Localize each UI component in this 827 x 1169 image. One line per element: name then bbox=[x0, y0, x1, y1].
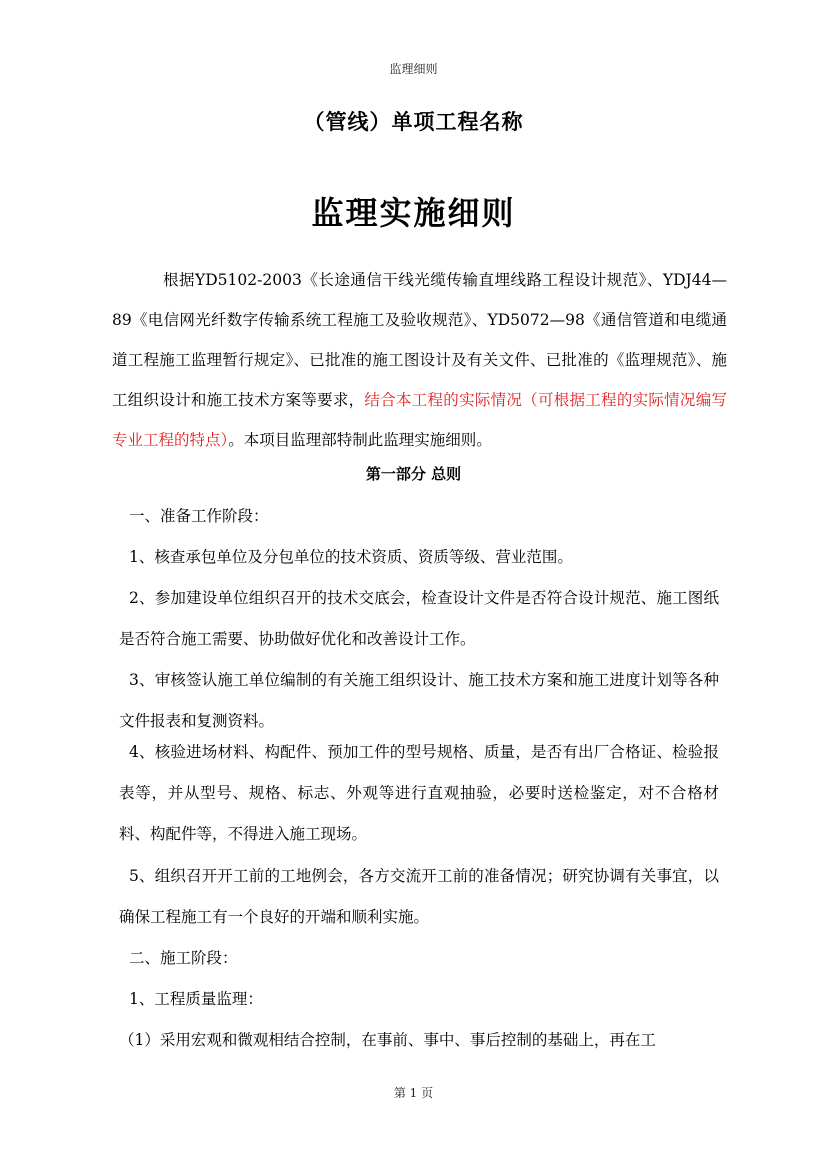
document-title: 监理实施细则 bbox=[311, 194, 516, 232]
list-item-text: 1、核查承包单位及分包单位的技术资质、资质等级、营业范围。 bbox=[129, 548, 573, 566]
list-item bbox=[119, 732, 719, 855]
list-item bbox=[119, 578, 719, 660]
list-item bbox=[119, 1020, 719, 1061]
project-name-subtitle: （管线）单项工程名称 bbox=[303, 109, 524, 134]
part2-sub-heading bbox=[119, 979, 719, 1020]
part1-heading-text: 一、准备工作阶段： bbox=[129, 507, 269, 525]
list-item bbox=[119, 856, 719, 938]
running-header: 监理细则 bbox=[389, 62, 438, 76]
part2-sub-heading-text: 1、工程质量监理： bbox=[129, 990, 263, 1008]
intro-highlight-text: 结合本工程的实际情况（可根据工程的实际情况编写专业工程的特点） bbox=[112, 391, 727, 449]
intro-text: 根据YD5102-2003《长途通信干线光缆传输直埋线路工程设计规范》、YDJ44—89《电信网光纤数字传输系统工程施工及验收规范》、YD5072—98《通信管道和电缆通道工程施工监理暂行规定》、已批准的施工图设计及有关文件、已批准的《监理规范》、施工组织设计和施工技术方案等要求， bbox=[112, 271, 727, 409]
list-item-text: 2、参加建设单位组织召开的技术交底会，检查设计文件是否符合设计规范、施工图纸是否符合施工需要、协助做好优化和改善设计工作。 bbox=[119, 589, 719, 648]
part2-heading-text: 二、施工阶段： bbox=[129, 949, 238, 967]
list-item-text: 4、核验进场材料、构配件、预加工件的型号规格、质量，是否有出厂合格证、检验报表等，并从型号、规格、标志、外观等进行直观抽验，必要时送检鉴定，对不合格材料、构配件等，不得进入施工现场。 bbox=[119, 743, 719, 843]
part1-heading bbox=[119, 496, 719, 537]
list-item bbox=[119, 537, 719, 578]
page-number: 第 1 页 bbox=[393, 1086, 434, 1100]
intro-paragraph bbox=[112, 260, 727, 460]
list-item-text: 3、审核签认施工单位编制的有关施工组织设计、施工技术方案和施工进度计划等各种文件报表和复测资料。 bbox=[119, 671, 719, 730]
intro-tail-text: 。本项目监理部特制此监理实施细则。 bbox=[228, 431, 492, 449]
list-item-text: 5、组织召开开工前的工地例会，各方交流开工前的准备情况；研究协调有关事宜，以确保工程施工有一个良好的开端和顺利实施。 bbox=[119, 867, 719, 926]
section-heading: 第一部分 总则 bbox=[365, 465, 462, 483]
list-item bbox=[119, 660, 719, 742]
part2-heading bbox=[119, 938, 719, 979]
list-item-text: （1）采用宏观和微观相结合控制，在事前、事中、事后控制的基础上，再在工 bbox=[119, 1031, 656, 1049]
